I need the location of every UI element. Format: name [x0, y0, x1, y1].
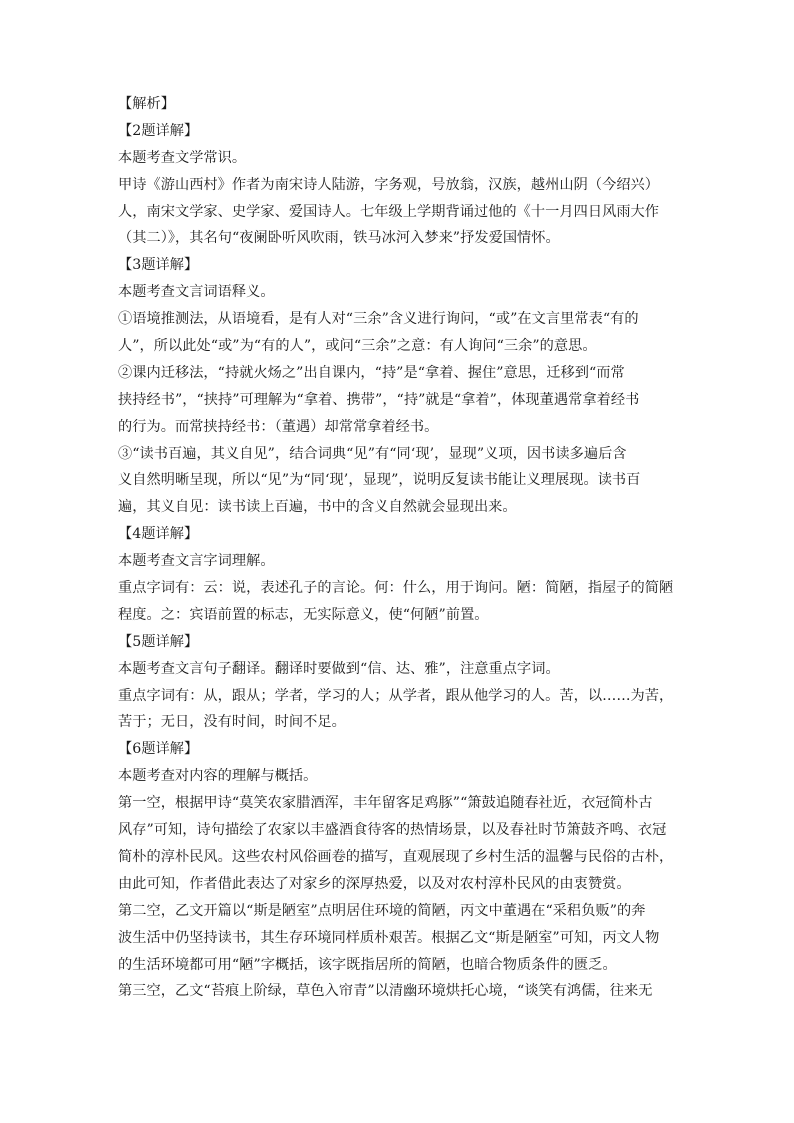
text-line: 第三空，乙文“苔痕上阶绿，草色入帘青”以清幽环境烘托心境，“谈笑有鸿儒，往来无: [118, 983, 653, 1000]
text-line: 本题考查对内容的理解与概括。: [118, 768, 318, 785]
section-heading: 【5题详解】: [118, 633, 199, 650]
text-line: 简朴的淳朴民风。这些农村风俗画卷的描写，直观展现了乡村生活的温馨与民俗的古朴，: [118, 848, 674, 865]
text-line: 人”，所以此处“或”为“有的人”，或问“三余”之意：有人询问“三余”的意思。: [118, 338, 597, 355]
text-line: 人，南宋文学家、史学家、爱国诗人。七年级上学期背诵过他的《十一月四日风雨大作: [118, 203, 660, 220]
text-line: 重点字词有：从，跟从；学者，学习的人；从学者，跟从他学习的人。苦，以……为苦，: [118, 687, 674, 704]
text-line: 苦于；无日，没有时间，时间不足。: [118, 714, 346, 731]
section-heading: 【4题详解】: [118, 526, 199, 543]
text-line: 第二空，乙文开篇以“斯是陋室”点明居住环境的简陋，丙文中董遇在“采稆负贩”的奔: [118, 902, 646, 919]
text-line: ②课内迁移法，“持就火炀之”出自课内，“持”是“拿着、握住”意思，迁移到“而常: [118, 364, 625, 381]
text-line: 甲诗《游山西村》作者为南宋诗人陆游，字务观，号放翁，汉族，越州山阴（今绍兴）: [118, 176, 660, 193]
text-line: 挟持经书”，“挟持”可理解为“拿着、携带”，“持”就是“拿着”，体现董遇常拿着经书: [118, 391, 640, 408]
section-heading: 【6题详解】: [118, 741, 199, 758]
text-line: 程度。之：宾语前置的标志，无实际意义，使“何陋”前置。: [118, 606, 489, 623]
document-body: [118, 91, 678, 1005]
text-line: 本题考查文言字词理解。: [118, 553, 275, 570]
section-heading: 【3题详解】: [118, 257, 199, 274]
text-line: 的行为。而常挟持经书：（董遇）却常常拿着经书。: [118, 418, 439, 435]
text-line: 本题考查文言词语释义。: [118, 284, 275, 301]
text-line: 本题考查文学常识。: [118, 149, 247, 166]
section-heading: 【2题详解】: [118, 122, 199, 139]
text-line: 本题考查文言句子翻译。翻译时要做到“信、达、雅”，注意重点字词。: [118, 660, 560, 677]
text-line: 波生活中仍坚持读书，其生存环境同样质朴艰苦。根据乙文“斯是陋室”可知，丙文人物: [118, 929, 660, 946]
text-line: 义自然明晰呈现，所以“见”为“同‘现’，显现”，说明反复读书能让义理展现。读书百: [118, 472, 641, 489]
text-line: 遍，其义自见：读书读上百遍，书中的含义自然就会显现出来。: [118, 499, 517, 516]
text-line: 重点字词有：云：说，表述孔子的言论。何：什么，用于询问。陋：简陋，指屋子的简陋: [118, 580, 674, 597]
text-line: 的生活环境都可用“陋”字概括，该字既指居所的简陋，也暗合物质条件的匮乏。: [118, 956, 617, 973]
text-line: 风存”可知，诗句描绘了农家以丰盛酒食待客的热情场景，以及春社时节箫鼓齐鸣、衣冠: [118, 822, 667, 839]
text-line: 由此可知，作者借此表达了对家乡的深厚热爱，以及对农村淳朴民风的由衷赞赏。: [118, 875, 631, 892]
text-line: ①语境推测法，从语境看，是有人对“三余”含义进行询问，“或”在文言里常表“有的: [118, 311, 639, 328]
section-heading: 【解析】: [118, 96, 175, 112]
text-line: 第一空，根据甲诗“莫笑农家腊酒浑，丰年留客足鸡豚”“箫鼓追随春社近，衣冠简朴古: [118, 795, 653, 812]
text-line: ③“读书百遍，其义自见”，结合词典“见”有“同‘现’，显现”义项，因书读多遍后含: [118, 445, 627, 462]
text-line: （其二）》，其名句“夜阑卧听风吹雨，铁马冰河入梦来”抒发爱国情怀。: [118, 230, 560, 247]
